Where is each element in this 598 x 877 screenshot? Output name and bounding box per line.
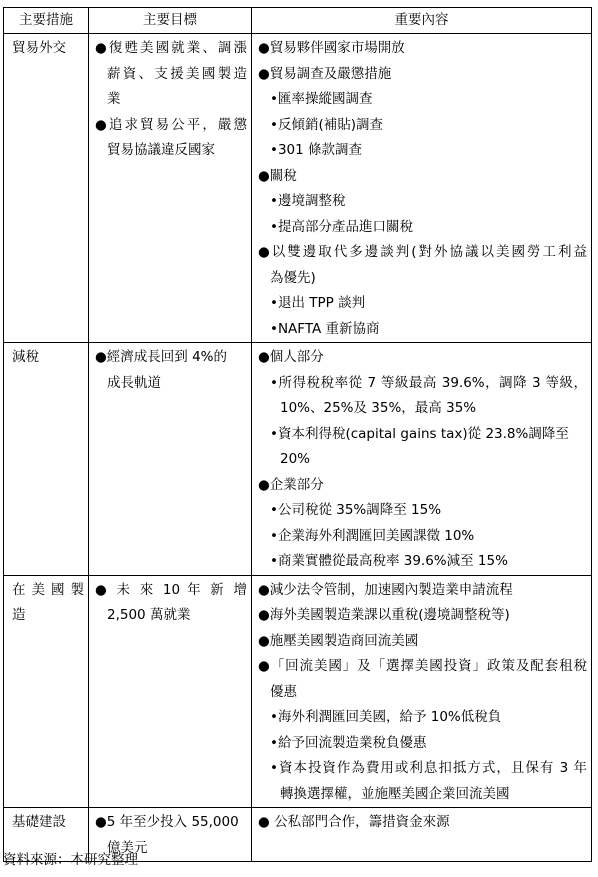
content-line: 轉換選擇權，並施壓美國企業回流美國 xyxy=(280,785,510,802)
content-line: •邊境調整稅 xyxy=(270,193,346,209)
content-line: ●減少法令管制，加速國內製造業申請流程 xyxy=(258,581,513,598)
content-cell xyxy=(252,808,592,862)
measure-text: 造 xyxy=(12,607,26,623)
header-goal: 主要目標 xyxy=(89,8,252,34)
measure-cell xyxy=(4,343,89,576)
content-cell xyxy=(252,34,592,343)
content-line: •匯率操縱國調查 xyxy=(270,91,373,107)
content-line: 10%、25%及 35%，最高 35% xyxy=(280,400,477,416)
content-line: 20% xyxy=(280,451,311,467)
policy-table xyxy=(3,7,592,862)
content-line: ● 公私部門合作，籌措資金來源 xyxy=(258,814,450,830)
table-row xyxy=(4,343,592,576)
goal-line: 薪資、支援美國製造 xyxy=(107,65,247,82)
content-line: ●貿易夥伴國家市場開放 xyxy=(258,40,405,56)
content-line: •所得稅稅率從 7 等級最高 39.6%，調降 3 等級， xyxy=(270,374,587,391)
content-line: ●以雙邊取代多邊談判(對外協議以美國勞工利益 xyxy=(258,244,587,260)
measure-text: 貿易外交 xyxy=(12,40,66,56)
goal-cell xyxy=(89,34,252,343)
content-line: 優惠 xyxy=(270,683,297,700)
goal-line: 億美元 xyxy=(107,839,148,856)
goal-line: 業 xyxy=(107,91,121,107)
content-cell xyxy=(252,343,592,576)
goal-line: 2,500 萬就業 xyxy=(107,607,191,623)
content-cell xyxy=(252,575,592,808)
content-line: •301 條款調查 xyxy=(270,142,363,158)
content-line: •海外利潤匯回美國，給予 10%低稅負 xyxy=(270,709,502,725)
table-body xyxy=(4,34,592,862)
content-line: •公司稅從 35%調降至 15% xyxy=(270,502,442,518)
table-row xyxy=(4,575,592,808)
measure-text: 基礎建設 xyxy=(12,814,66,830)
content-line: ●貿易調查及嚴懲措施 xyxy=(258,65,392,82)
measure-text: 在美國製 xyxy=(12,581,84,598)
content-line: 為優先) xyxy=(270,269,316,286)
content-line: ●海外美國製造業課以重稅(邊境調整稅等) xyxy=(258,607,510,623)
source-note: 資料來源：本研究整理 xyxy=(3,852,138,868)
measure-text: 減稅 xyxy=(12,349,39,365)
content-line: •企業海外利潤匯回美國課徵 10% xyxy=(270,527,475,544)
measure-cell xyxy=(4,575,89,808)
content-line: •提高部分產品進口關稅 xyxy=(270,218,413,235)
content-line: •商業實體從最高稅率 39.6%減至 15% xyxy=(270,553,508,569)
content-line: ●「回流美國」及「選擇美國投資」政策及配套租稅 xyxy=(258,658,587,674)
content-line: •資本投資作為費用或利息扣抵方式，且保有 3 年 xyxy=(270,760,587,776)
goal-line: ●5 年至少投入 55,000 xyxy=(95,814,239,830)
content-line: ●企業部分 xyxy=(258,476,324,493)
goal-line: ●復甦美國就業、調漲 xyxy=(95,40,247,56)
goal-line: 成長軌道 xyxy=(107,374,161,391)
goal-cell xyxy=(89,575,252,808)
goal-line: ●經濟成長回到 4%的 xyxy=(95,349,227,365)
content-line: •給予回流製造業稅負優惠 xyxy=(270,734,427,751)
content-line: ●關稅 xyxy=(258,167,297,184)
content-line: •資本利得稅(capital gains tax)從 23.8%調降至 xyxy=(270,425,569,442)
header-row xyxy=(4,8,592,34)
content-line: •退出 TPP 談判 xyxy=(270,295,366,311)
goal-cell xyxy=(89,343,252,576)
measure-cell xyxy=(4,34,89,343)
table-row xyxy=(4,34,592,343)
content-line: •NAFTA 重新協商 xyxy=(270,320,380,337)
content-line: ●施壓美國製造商回流美國 xyxy=(258,632,419,649)
content-line: ●個人部分 xyxy=(258,349,324,365)
goal-line: ●追求貿易公平，嚴懲 xyxy=(95,116,247,133)
goal-line: ● 未 來 10 年 新 增 xyxy=(95,581,247,598)
goal-line: 貿易協議違反國家 xyxy=(107,142,215,158)
header-measure: 主要措施 xyxy=(4,8,89,34)
content-line: •反傾銷(補貼)調查 xyxy=(270,116,383,133)
header-content: 重要內容 xyxy=(252,8,592,34)
